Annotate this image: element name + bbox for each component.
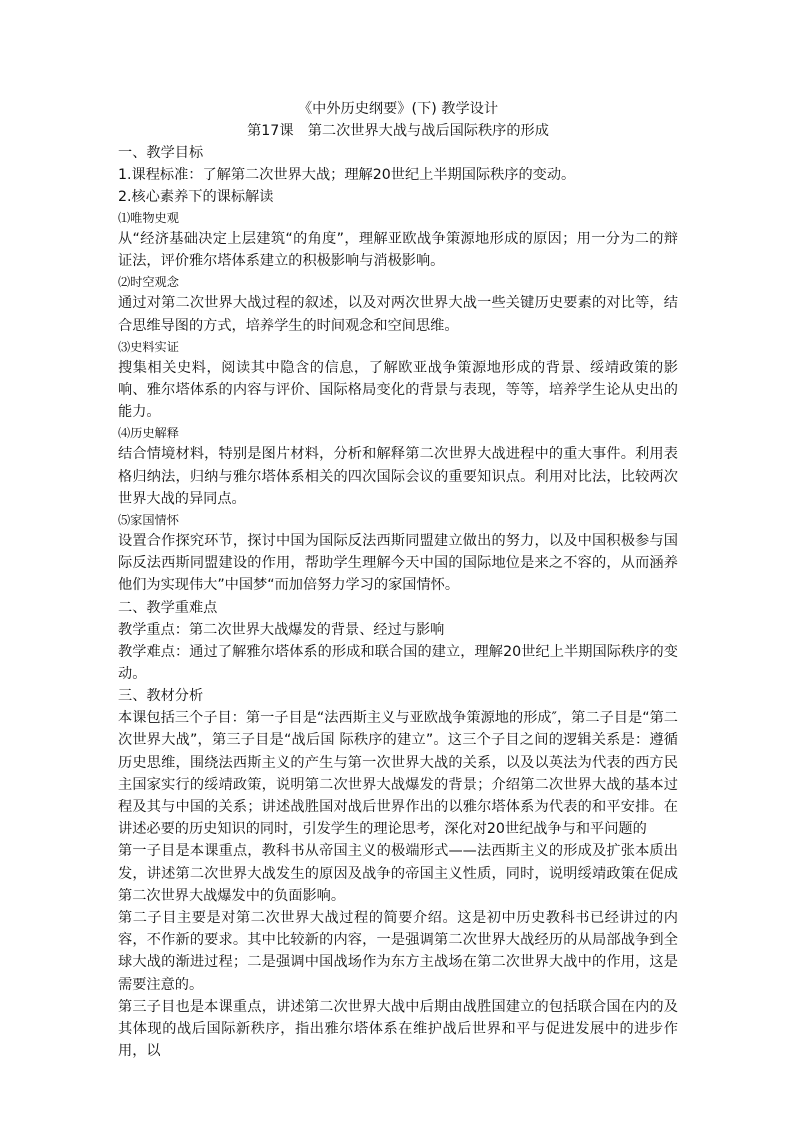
literacy-label: ⑵时空观念 (118, 275, 179, 290)
section-heading-objectives: 一、教学目标 (118, 145, 204, 161)
literacy-label: ⑸家国情怀 (118, 513, 179, 528)
analysis-paragraph: 第一子目是本课重点，教科书从帝国主义的极端形式——法西斯主义的形成及扩张本质出发，讲述第二次世界大战发生的原因及战争的帝国主义性质，同时，说明绥靖政策在促成第二次世界大战爆发中的负面影响。 (118, 843, 678, 904)
section-heading-key-points: 二、教学重难点 (118, 599, 218, 616)
literacy-text: 结合情境材料，特别是图片材料，分析和解释第二次世界大战进程中的重大事件。利用表格归纳法，归纳与雅尔塔体系相关的四次国际会议的重要知识点。利用对比法，比较两次世界大战的异同点。 (118, 446, 678, 507)
analysis-paragraph: 本课包括三个子目：第一子目是“法西斯主义与亚欧战争策源地的形成″，第二子目是“第二次世界大战”，第三子目是“战后国 际秩序的建立”。这三个子目之间的逻辑关系是：遵循历史思维，围绕法西斯主义的产生与第一次世界大战的关系，以及以英法为代表的西方民主国家实行的绥靖政策，说明第二次世界大战爆发的背景；介绍第二次世界大战的基本过程及其与中国的关系；讲述战胜国对战后世界作出的以雅尔塔体系为代表的和平安排。在讲述必要的历史知识的同时，引发学生的理论思考，深化对20世纪战争与和平问题的 (118, 710, 678, 838)
literacy-label: ⑶史料实证 (118, 339, 179, 354)
analysis-paragraph: 第三子目也是本课重点，讲述第二次世界大战中后期由战胜国建立的包括联合国在内的及其体现的战后国际新秩序，指出雅尔塔体系在维护战后世界和平与促进发展中的进步作用，以 (118, 998, 678, 1060)
teaching-focus: 教学重点：第二次世界大战爆发的背景、经过与影响 (118, 621, 445, 638)
curriculum-standard: 1.课程标准：了解第二次世界大战；理解20世纪上半期国际秩序的变动。 (118, 167, 576, 183)
literacy-text: 从“经济基础决定上层建筑“的角度”，理解亚欧战争策源地形成的原因；用一分为二的辩证法，评价雅尔塔体系建立的积极影响与消极影响。 (118, 231, 678, 270)
literacy-label: ⑷历史解释 (118, 426, 179, 441)
literacy-text: 搜集相关史料，阅读其中隐含的信息，了解欧亚战争策源地形成的背景、绥靖政策的影响、雅尔塔体系的内容与评价、国际格局变化的背景与表现，等等，培养学生论从史出的能力。 (118, 359, 678, 421)
lesson-title: 第17课 第二次世界大战与战后国际秩序的形成 (247, 123, 549, 139)
core-literacy-heading: 2.核心素养下的课标解读 (118, 189, 274, 205)
document-page (118, 98, 678, 1063)
literacy-label: ⑴唯物史观 (118, 211, 179, 225)
teaching-difficulty: 教学难点：通过了解雅尔塔体系的形成和联合国的建立，理解20世纪上半期国际秩序的变动。 (118, 643, 678, 683)
literacy-text: 设置合作探究环节，探讨中国为国际反法西斯同盟建立做出的努力，以及中国积极参与国际反法西斯同盟建设的作用，帮助学生理解今天中国的国际地位是来之不容的，从而涵养他们为实现伟大”中国梦“而加倍努力学习的家国情怀。 (118, 533, 678, 594)
document-title: 《中外历史纲要》(下) 教学设计 (297, 101, 499, 117)
section-heading-analysis: 三、教材分析 (118, 688, 204, 705)
analysis-paragraph: 第二子目主要是对第二次世界大战过程的简要介绍。这是初中历史教科书已经讲过的内容，不作新的要求。其中比较新的内容，一是强调第二次世界大战经历的从局部战争到全球大战的渐进过程；二是强调中国战场作为东方主战场在第二次世界大战中的作用，这是需要注意的。 (118, 910, 678, 993)
literacy-text: 通过对第二次世界大战过程的叙述，以及对两次世界大战一些关键历史要素的对比等，结合思维导图的方式，培养学生的时间观念和空间思维。 (118, 295, 678, 334)
